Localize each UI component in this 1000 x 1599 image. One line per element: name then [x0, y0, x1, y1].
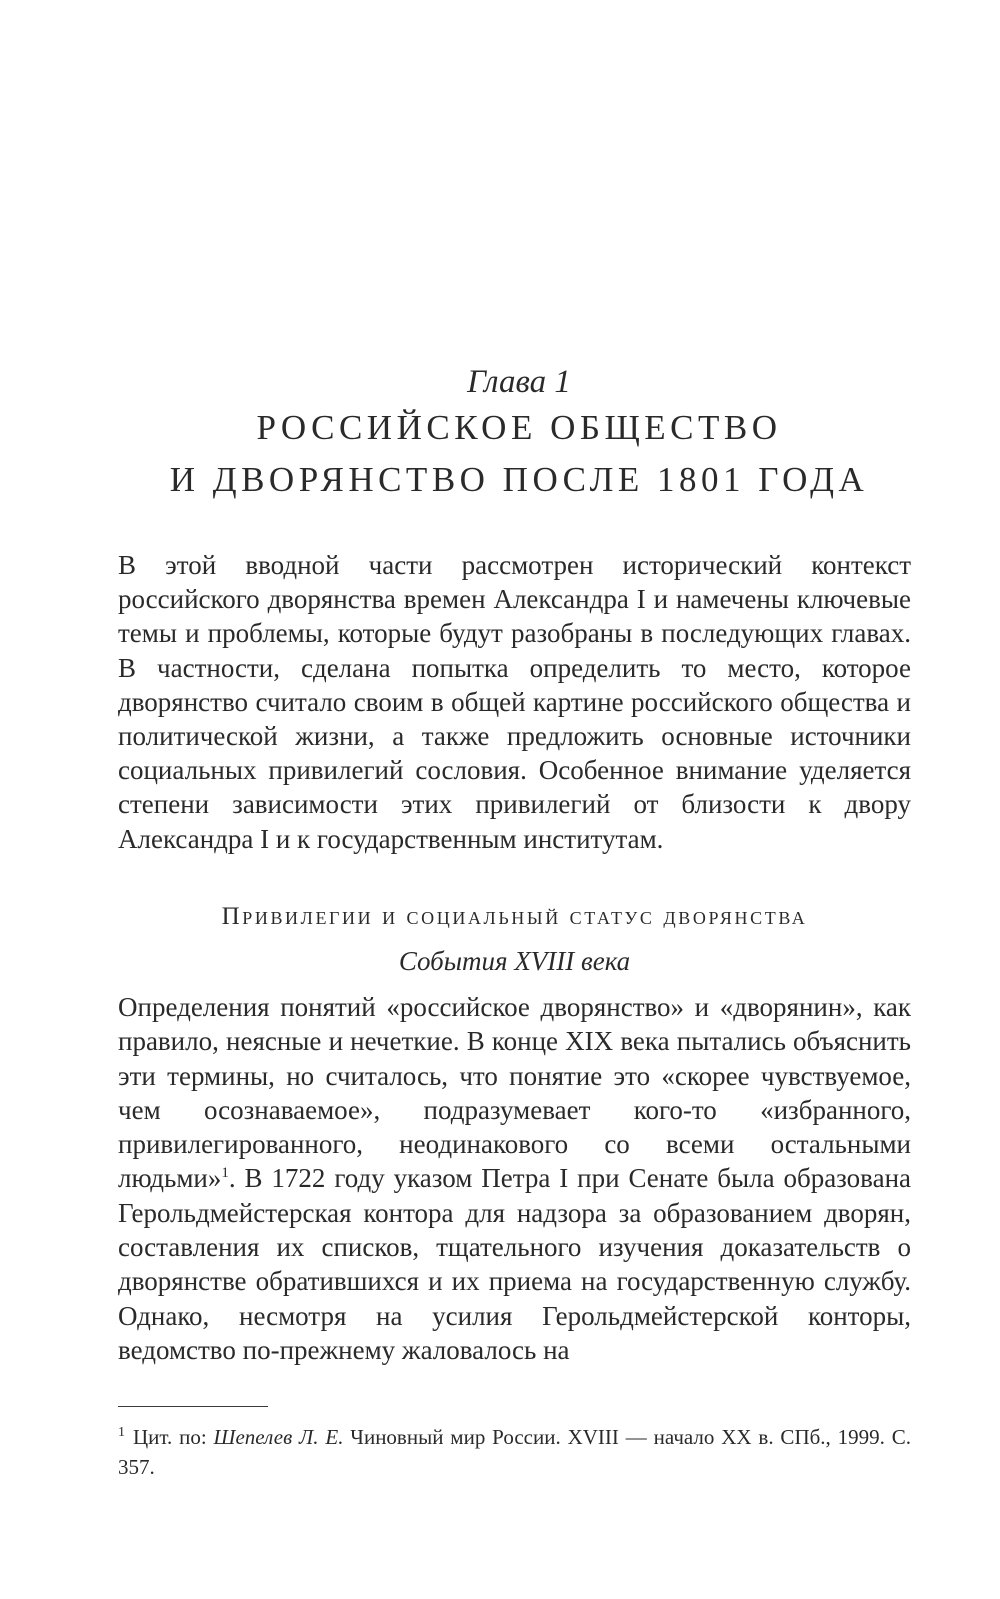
- section-subheading: События XVIII века: [398, 946, 631, 976]
- footnote-mark: 1: [118, 1425, 125, 1440]
- section-heading: Привилегии и социальный статус дворянства: [221, 903, 808, 930]
- footnote-reference[interactable]: 1: [221, 1165, 229, 1182]
- body-paragraph: [118, 990, 911, 1367]
- chapter-label: Глава 1: [467, 364, 571, 400]
- body-text-part-2: . В 1722 году указом Петра I при Сенате была образована Герольдмейстерская контора для надзора за образованием дворян, составления их списков, тщательного изучения доказательств о дворянстве обратившихся и их приема на государственную службу. Однако, несмотря на усилия Герольдмейстерской конторы, ведомство по-прежнему жаловалось на: [118, 1163, 911, 1365]
- body-text-part-1: Определения понятий «российское дворянство» и «дворянин», как правило, неясные и нечеткие. В конце XIX века пытались объяснить эти термины, но считалось, что понятие это «скорее чувствуемое, чем осознаваемое», подразумевает кого-то «избранного, привилегированного, неодинакового со всеми остальными людьми»: [118, 992, 911, 1194]
- footnote-author: Шепелев Л. Е.: [213, 1425, 344, 1449]
- intro-paragraph: [118, 548, 911, 856]
- chapter-title: [0, 402, 1000, 506]
- intro-text: В этой вводной части рассмотрен исторический контекст российского дворянства времен Александра I и намечены ключевые темы и проблемы, которые будут разобраны в последующих главах. В частности, сделана попытка определить то место, которое дворянство считало своим в общей картине российского общества и политической жизни, а также предложить основные источники социальных привилегий сословия. Особенное внимание уделяется степени зависимости этих привилегий от близости к двору Александра I и к государственным институтам.: [118, 550, 911, 854]
- footnote-prefix: Цит. по:: [133, 1425, 214, 1449]
- chapter-title-line-1: РОССИЙСКОЕ ОБЩЕСТВО: [256, 408, 782, 447]
- footnote-citation: Чиновный мир России. XVIII — начало XX в. СПб., 1999. С. 357.: [118, 1425, 912, 1479]
- footnote-divider: [118, 1406, 268, 1407]
- footnote: [118, 1422, 911, 1482]
- chapter-title-line-2: И ДВОРЯНСТВО ПОСЛЕ 1801 ГОДА: [169, 460, 869, 499]
